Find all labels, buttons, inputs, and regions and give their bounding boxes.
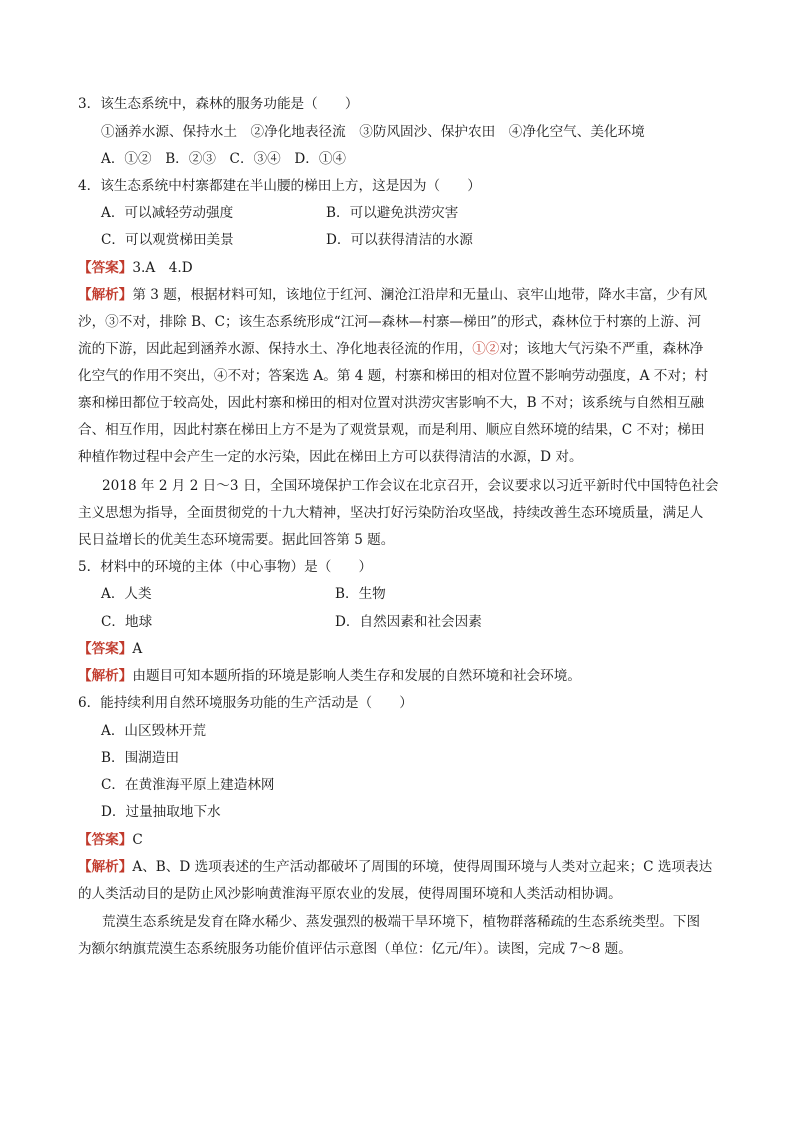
explanation-text: A、B、D 选项表述的生产活动都破坏了周围的环境，使得周围环境与人类对立起来；C 选项表达 — [132, 859, 713, 875]
q3-items: ①涵养水源、保持水土 ②净化地表径流 ③防风固沙、保护农田 ④净化空气、美化环境 — [101, 124, 645, 140]
q6-option-c: C．在黄淮海平原上建造林网 — [101, 777, 275, 793]
q4-option-c: C．可以观赏梯田美景 — [101, 232, 234, 248]
explanation-3-4-line-6: 合、相互作用，因此村寨在梯田上方不是为了观赏景观，而是利用、顺应自然环境的结果，C 不对；梯田 — [78, 422, 705, 438]
explanation-tag: 【解析】 — [78, 859, 133, 875]
explanation-6-line-1 — [78, 857, 712, 877]
q5-option-a: A．人类 — [101, 586, 152, 602]
answer-value: C — [132, 832, 143, 848]
explanation-3-4-line-7: 种植作物过程中会产生一定的水污染，因此在梯田上方可以获得清洁的水源，D 对。 — [78, 449, 583, 465]
explanation-5 — [78, 666, 581, 686]
explanation-3-4-line-5: 寨和梯田都位于较高处，因此村寨和梯田的相对位置对洪涝灾害影响不大，B 不对；该系统与自然相互融 — [78, 395, 705, 411]
answer-6 — [78, 830, 143, 850]
q3-options: A．①② B．②③ C．③④ D．①④ — [101, 151, 347, 167]
explanation-3-4-line-1 — [78, 285, 707, 305]
answer-tag: 【答案】 — [78, 260, 133, 276]
explanation-3-4-line-4: 化空气的作用不突出，④不对；答案选 A。第 4 题，村寨和梯田的相对位置不影响劳动强度，A 不对；村 — [78, 368, 709, 384]
q6-option-d: D．过量抽取地下水 — [101, 804, 221, 820]
q4-stem: 4．该生态系统中村寨都建在半山腰的梯田上方，这是因为（ ） — [78, 178, 481, 194]
q6-option-b: B．围湖造田 — [101, 750, 179, 766]
material-7-8-line-2: 为额尔纳旗荒漠生态系统服务功能价值评估示意图（单位：亿元/年）。读图，完成 7～8 题。 — [78, 941, 632, 957]
explanation-3-4-line-3 — [78, 339, 703, 359]
material-5-line-2: 主义思想为指导，全面贯彻党的十九大精神，坚决打好污染防治攻坚战，持续改善生态环境质量，满足人 — [78, 505, 704, 521]
explanation-3-4-line-2: 沙，③不对，排除 B、C；该生态系统形成“江河—森林—村寨—梯田”的形式，森林位于村寨的上游、河 — [78, 314, 702, 330]
answer-value: A — [132, 641, 143, 657]
q3-stem: 3．该生态系统中，森林的服务功能是（ ） — [78, 96, 359, 112]
q5-option-d: D．自然因素和社会因素 — [335, 614, 482, 630]
material-5-line-3: 民日益增长的优美生态环境需要。据此回答第 5 题。 — [78, 532, 395, 548]
q6-option-a: A．山区毁林开荒 — [101, 723, 206, 739]
material-5-line-1: 2018 年 2 月 2 日～3 日，全国环境保护工作会议在北京召开，会议要求以习近平新时代中国特色社会 — [102, 478, 719, 494]
explanation-tag: 【解析】 — [78, 287, 133, 303]
answer-3-4 — [78, 258, 193, 278]
q5-option-b: B．生物 — [335, 586, 386, 602]
answer-tag: 【答案】 — [78, 641, 133, 657]
q4-option-b: B．可以避免洪涝灾害 — [326, 205, 459, 221]
q5-option-c: C．地球 — [101, 614, 153, 630]
answer-5 — [78, 639, 142, 659]
q4-option-d: D．可以获得清洁的水源 — [326, 232, 473, 248]
highlighted-numerals: ①② — [472, 341, 500, 357]
q6-stem: 6．能持续利用自然环境服务功能的生产活动是（ ） — [78, 695, 413, 711]
answer-value: 3.A 4.D — [132, 260, 193, 276]
q5-stem: 5．材料中的环境的主体（中心事物）是（ ） — [78, 559, 373, 575]
explanation-text: 对；该地大气污染不严重，森林净 — [499, 341, 704, 357]
material-7-8-line-1: 荒漠生态系统是发育在降水稀少、蒸发强烈的极端干旱环境下，植物群落稀疏的生态系统类型。下图 — [102, 914, 701, 930]
explanation-6-line-2: 的人类活动目的是防止风沙影响黄淮海平原农业的发展，使得周围环境和人类活动相协调。 — [78, 886, 622, 902]
explanation-text: 流的下游，因此起到涵养水源、保持水土、净化地表径流的作用， — [78, 341, 473, 357]
explanation-text: 第 3 题，根据材料可知，该地位于红河、澜沧江沿岸和无量山、哀牢山地带，降水丰富，少有风 — [132, 287, 708, 303]
q4-option-a: A．可以减轻劳动强度 — [101, 205, 234, 221]
explanation-tag: 【解析】 — [78, 668, 133, 684]
answer-tag: 【答案】 — [78, 832, 133, 848]
explanation-text: 由题目可知本题所指的环境是影响人类生存和发展的自然环境和社会环境。 — [132, 668, 581, 684]
